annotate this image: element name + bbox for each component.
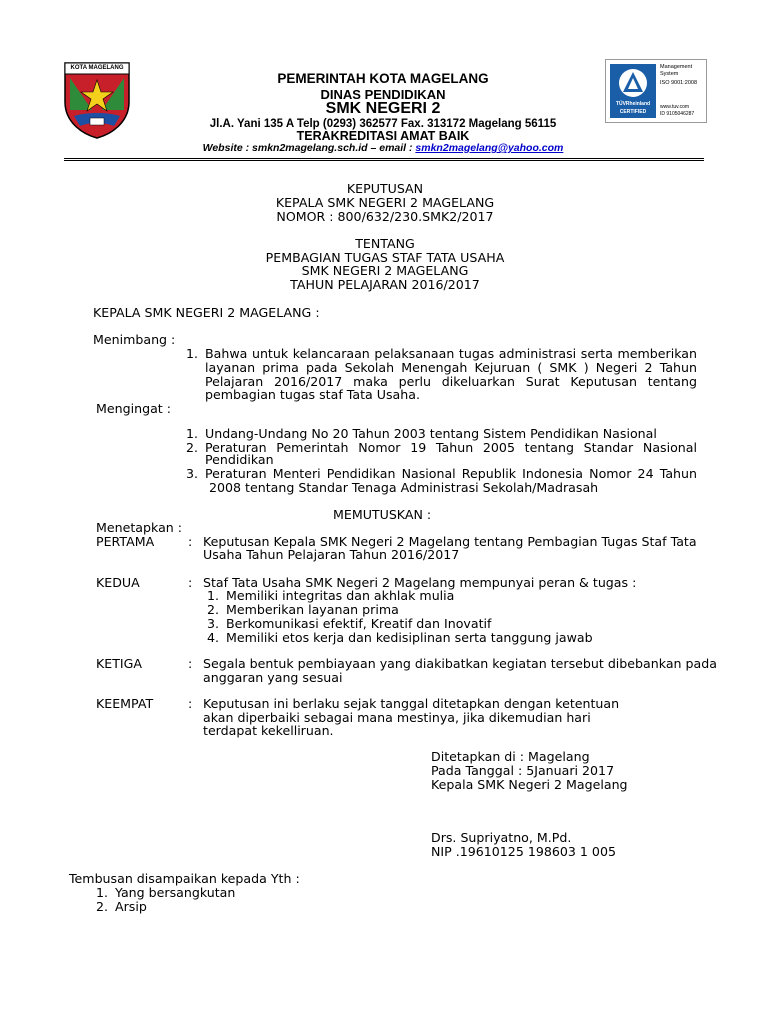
kedua-num-2: 2. (207, 602, 220, 617)
cert-system: Management System (660, 64, 693, 77)
signature-place: Ditetapkan di : Magelang (431, 749, 590, 764)
tuv-triangle-icon (610, 64, 656, 100)
mengingat-label: Mengingat : (96, 401, 171, 416)
mengingat-num-1: 1. (186, 426, 199, 441)
ketiga-line-2: anggaran yang sesuai (203, 670, 343, 685)
website-text: Website : smkn2magelang.sch.id – email : (202, 142, 416, 154)
menimbang-1-line-2: layanan prima pada Sekolah Menengah Kejuruan ( SMK ) Negeri 2 Tahun (205, 360, 697, 375)
pertama-label: PERTAMA (96, 534, 155, 549)
pertama-colon: : (188, 534, 193, 549)
cc-num-2: 2. (96, 899, 109, 914)
header-line-3: SMK NEGERI 2 (325, 100, 441, 117)
pertama-line-1: Keputusan Kepala SMK Negeri 2 Magelang tentang Pembagian Tugas Staf Tata (203, 534, 697, 549)
cert-url: www.tuv.com (660, 104, 690, 110)
menimbang-1-line-3: Pelajaran 2016/2017 maka perlu dikeluarkan Surat Keputusan tentang (205, 374, 697, 389)
title-decision: KEPUTUSAN (346, 181, 424, 196)
keempat-line-3: terdapat kekelliruan. (203, 723, 334, 738)
title-subject: PEMBAGIAN TUGAS STAF TATA USAHA (265, 250, 505, 265)
pertama-line-2: Usaha Tahun Pelajaran Tahun 2016/2017 (203, 547, 460, 562)
mengingat-1-line-1: Undang-Undang No 20 Tahun 2003 tentang Sistem Pendidikan Nasional (205, 426, 657, 441)
memutuskan-heading: MEMUTUSKAN : (333, 507, 432, 522)
cert-id: ID 9105046287 (660, 111, 695, 117)
menetapkan-label: Menetapkan : (96, 520, 183, 535)
kedua-intro: Staf Tata Usaha SMK Negeri 2 Magelang mempunyai peran & tugas : (203, 575, 637, 590)
cc-num-1: 1. (96, 885, 109, 900)
keempat-label: KEEMPAT (96, 696, 154, 711)
kedua-item-4: Memiliki etos kerja dan kedisiplinan serta tanggung jawab (226, 630, 593, 645)
menimbang-1-line-1: Bahwa untuk kelancaraan pelaksanaan tugas administrasi serta memberikan (205, 346, 697, 361)
tuv-certified: CERTIFIED (619, 109, 647, 115)
cc-item-1: Yang bersangkutan (115, 885, 236, 900)
mengingat-num-2: 2. (186, 440, 199, 455)
header-line-1: PEMERINTAH KOTA MAGELANG (277, 71, 489, 86)
kedua-item-2: Memberikan layanan prima (226, 602, 399, 617)
title-about: TENTANG (355, 236, 415, 251)
kedua-num-3: 3. (207, 616, 220, 631)
city-logo (62, 60, 132, 140)
keempat-colon: : (188, 696, 193, 711)
signature-position: Kepala SMK Negeri 2 Magelang (431, 777, 628, 792)
keempat-line-1: Keputusan ini berlaku sejak tanggal ditetapkan dengan ketentuan (203, 696, 620, 711)
mengingat-2-line-2: Pendidikan (205, 452, 274, 467)
title-year: TAHUN PELAJARAN 2016/2017 (290, 277, 480, 292)
ketiga-line-1: Segala bentuk pembiayaan yang diakibatkan kegiatan tersebut dibebankan pada (203, 656, 717, 671)
header-address: Jl.A. Yani 135 A Telp (0293) 362577 Fax. 313172 Magelang 56115 (209, 118, 557, 130)
kedua-colon: : (188, 575, 193, 590)
tuv-logo-box (610, 64, 656, 118)
mengingat-3-line-2: 2008 tentang Standar Tenaga Administrasi Sekolah/Madrasah (209, 480, 599, 495)
cc-heading: Tembusan disampaikan kepada Yth : (69, 871, 300, 886)
cc-item-2: Arsip (115, 899, 147, 914)
email-link[interactable]: smkn2magelang@yahoo.com (415, 142, 564, 154)
mengingat-3-line-1: Peraturan Menteri Pendidikan Nasional Republik Indonesia Nomor 24 Tahun (205, 466, 697, 481)
header-line-2: DINAS PENDIDIKAN (320, 87, 446, 102)
kepala-heading: KEPALA SMK NEGERI 2 MAGELANG : (93, 305, 320, 320)
header-divider (64, 158, 704, 163)
tuv-brand: TÜVRheinland (615, 101, 651, 107)
iso-certificate-badge (605, 59, 707, 123)
kedua-label: KEDUA (96, 575, 140, 590)
ketiga-label: KETIGA (96, 656, 142, 671)
mengingat-2-line-1: Peraturan Pemerintah Nomor 19 Tahun 2005 tentang Standar Nasional (205, 440, 697, 455)
header-accreditation: TERAKREDITASI AMAT BAIK (296, 129, 470, 143)
ketiga-colon: : (188, 656, 193, 671)
mengingat-num-3: 3. (186, 466, 199, 481)
keempat-line-2: akan diperbaiki sebagai mana mestinya, jika dikemudian hari (203, 710, 591, 725)
kedua-item-1: Memiliki integritas dan akhlak mulia (226, 588, 455, 603)
signature-name: Drs. Supriyatno, M.Pd. (431, 830, 572, 845)
menimbang-num-1: 1. (186, 346, 199, 361)
title-school: SMK NEGERI 2 MAGELANG (301, 263, 469, 278)
header-contact (150, 142, 616, 154)
cert-iso: ISO 9001:2008 (660, 80, 698, 86)
title-number: NOMOR : 800/632/230.SMK2/2017 (276, 209, 494, 224)
signature-nip: NIP .19610125 198603 1 005 (431, 844, 616, 859)
title-head: KEPALA SMK NEGERI 2 MAGELANG (275, 195, 495, 210)
signature-date: Pada Tanggal : 5Januari 2017 (431, 763, 615, 778)
kedua-num-4: 4. (207, 630, 220, 645)
menimbang-label: Menimbang : (93, 332, 176, 347)
menimbang-1-line-4: pembagian tugas staf Tata Usaha. (205, 387, 420, 402)
logo-label: KOTA MAGELANG (70, 65, 124, 71)
kedua-item-3: Berkomunikasi efektif, Kreatif dan Inovatif (226, 616, 492, 631)
kedua-num-1: 1. (207, 588, 220, 603)
